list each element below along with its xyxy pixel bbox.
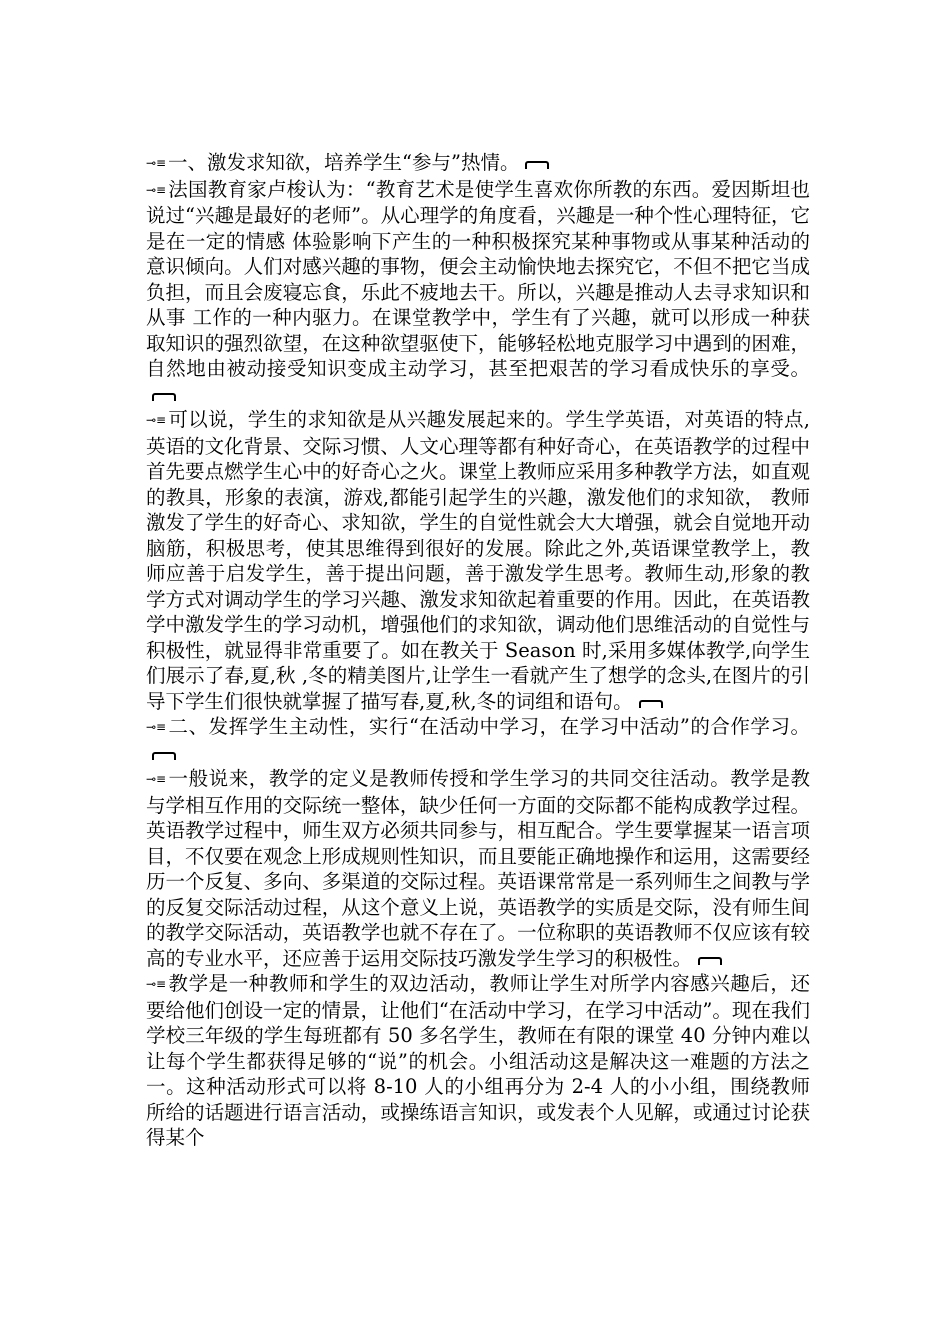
paragraph-text: 一、激发求知欲，培养学生“参与”热情。 [168,151,520,174]
paragraph-interest [146,177,810,408]
return-mark-icon [698,957,722,965]
heading-2 [146,714,810,766]
return-mark-icon [639,700,663,708]
paragraph-mark-icon: ⊸≡ [146,720,167,734]
heading-1 [146,150,810,177]
paragraph-group-activity [146,971,810,1151]
paragraph-text: 二、发挥学生主动性，实行“在活动中学习，在学习中活动”的合作学习。 [168,715,810,738]
paragraph-text: 法国教育家卢梭认为：“教育艺术是使学生喜欢你所教的东西。爱因斯坦也说过“兴趣是最好的老师”。从心理学的角度看，兴趣是一种个性心理特征，它是在一定的情感 体验影响下产生的一种积极探究某种事物或从事某种活动的意识倾向。人们对感兴趣的事物，便会主动愉快地去探究它，不但不把它当成负担，而且会废寝忘食，乐此不疲地去干。所以，兴趣是推动人去寻求知识和从事 工作的一种内驱力。在课堂教学中，学生有了兴趣，就可以形成一种获取知识的强烈欲望，在这种欲望驱使下，能够轻松地克服学习中遇到的困难，自然地由被动接受知识变成主动学习，甚至把艰苦的学习看成快乐的享受。 [146,177,810,380]
paragraph-text: 可以说，学生的求知欲是从兴趣发展起来的。学生学英语，对英语的特点,英语的文化背景、交际习惯、人文心理等都有种好奇心，在英语教学的过程中首先要点燃学生心中的好奇心之火。课堂上教师应采用多种教学方法，如直观的教具，形象的表演，游戏,都能引起学生的兴趣，激发他们的求知欲， 教师激发了学生的好奇心、求知欲，学生的自觉性就会大大增强，就会自觉地开动脑筋，积极思考，使其思维得到很好的发展。除此之外,英语课堂教学上，教师应善于启发学生，善于提出问题，善于激发学生思考。教师生动,形象的教学方式对调动学生的学习兴趣、激发求知欲起着重要的作用。因此，在英语教学中激发学生的学习动机，增强他们的求知欲，调动他们思维活动的自觉性与积极性，就显得非常重要了。如在教关于 Season 时,采用多媒体教学,向学生们展示了春,夏,秋 ,冬的精美图片,让学生一看就产生了想学的念头,在图片的引导下学生们很快就掌握了描写春,夏,秋,冬的词组和语句。 [146,408,810,713]
paragraph-mark-icon: ⊸≡ [146,772,167,786]
document-body [146,150,810,1151]
paragraph-text: 一般说来，教学的定义是教师传授和学生学习的共同交往活动。教学是教与学相互作用的交际统一整体，缺少任何一方面的交际都不能构成教学过程。英语教学过程中，师生双方必须共同参与，相互配合。学生要掌握某一语言项目，不仅要在观念上形成规则性知识，而且要能正确地操作和运用，这需要经历一个反复、多向、多渠道的交际过程。英语课常常是一系列师生之间教与学的反复交际活动过程，从这个意义上说，英语教学的实质是交际，没有师生间的教学交际活动，英语教学也就不存在了。一位称职的英语教师不仅应该有较高的专业水平，还应善于运用交际技巧激发学生学习的积极性。 [146,767,810,970]
return-mark-icon [525,161,549,169]
paragraph-mark-icon: ⊸≡ [146,977,167,991]
paragraph-text: 教学是一种教师和学生的双边活动，教师让学生对所学内容感兴趣后，还要给他们创设一定的情景，让他们“在活动中学习，在学习中活动”。现在我们学校三年级的学生每班都有 50 多名学生，教师在有限的课堂 40 分钟内难以让每个学生都获得足够的“说”的机会。小组活动这是解决这一难题的方法之一。这种活动形式可以将 8-10 人的小组再分为 2-4 人的小小组，围绕教师所给的话题进行语言活动，或操练语言知识，或发表个人见解，或通过讨论获得某个 [146,972,810,1149]
paragraph-communication [146,766,810,971]
paragraph-mark-icon: ⊸≡ [146,413,167,427]
paragraph-mark-icon: ⊸≡ [146,156,167,170]
return-mark-icon [152,752,176,760]
paragraph-mark-icon: ⊸≡ [146,182,167,197]
paragraph-curiosity [146,407,810,714]
return-mark-icon [152,393,176,401]
